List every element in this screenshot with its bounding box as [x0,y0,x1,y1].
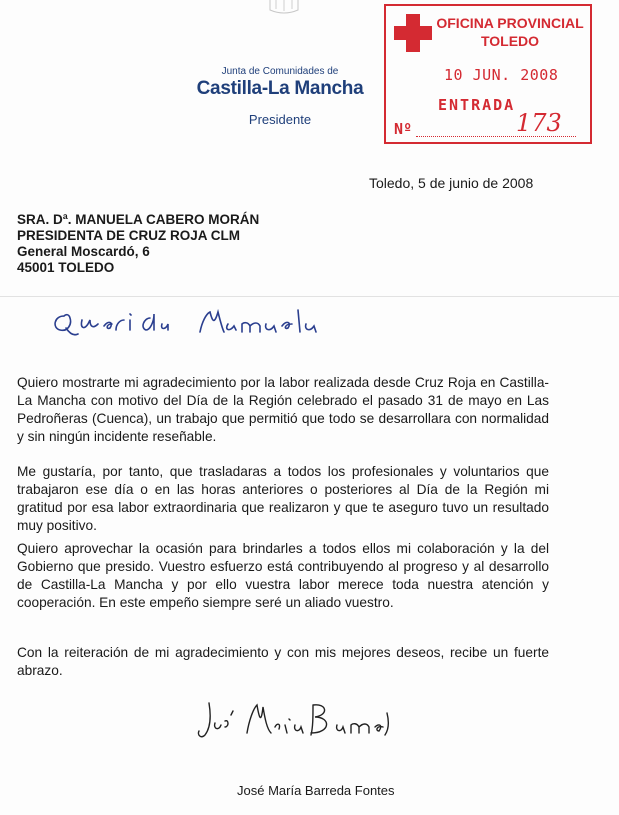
stamp-office [434,14,586,50]
handwritten-salutation [50,300,330,340]
coat-of-arms-icon [264,0,304,16]
letterhead-role: Presidente [248,112,312,127]
letterhead [190,66,370,127]
body-paragraph-3: Quiero aprovechar la ocasión para brindarles a todos ellos mi colaboración y la del Gobierno que presido. Vuestro esfuerzo está contribuyendo al progreso y al desarrollo de Castilla-La Mancha y por ello vuestra labor merece toda nuestra atención y cooperación. En este empeño siempre seré un aliado vuestro. [17,541,549,610]
recipient-address [17,212,259,276]
stamp-number-value: 173 [516,109,562,137]
stamp-entry-label: ENTRADA [438,96,516,114]
letterhead-junta: Junta de Comunidades de [221,66,339,77]
paper-fold-line [0,296,619,297]
recipient-title: PRESIDENTA DE CRUZ ROJA CLM [17,228,241,243]
body-paragraph-4: Con la reiteración de mi agradecimiento y con mis mejores deseos, recibe un fuerte abrazo. [17,645,549,678]
recipient-city: 45001 TOLEDO [17,260,115,275]
red-cross-icon [392,12,434,54]
recipient-name: SRA. Dª. MANUELA CABERO MORÁN [17,212,260,227]
stamp-number-label: Nº [394,120,413,138]
body-paragraph-2: Me gustaría, por tanto, que trasladaras a todos los profesionales y voluntarios que trabajaron ese día o en las horas anteriores o posteriores al Día de la Región mi gratitud por esa labor extraordinaria que realizaron y que te aseguro tuvo un resultado muy positivo. [17,464,549,533]
recipient-street: General Moscardó, 6 [17,244,150,259]
stamp-date: 10 JUN. 2008 [444,66,559,84]
signatory-name: José María Barreda Fontes [237,783,395,798]
stamp-office-line1: OFICINA PROVINCIAL [436,15,584,31]
stamp-office-line2: TOLEDO [480,33,540,49]
letterhead-region: Castilla-La Mancha [196,78,364,99]
entry-stamp [384,4,592,144]
body-paragraph-1: Quiero mostrarte mi agradecimiento por la labor realizada desde Cruz Roja en Castilla-La Mancha con motivo del Día de la Región celebrado el pasado 31 de mayo en Las Pedroñeras (Cuenca), un trabajo que permitió que todo se desarrollara con normalidad y sin ningún incidente reseñable. [17,375,549,444]
handwritten-signature [195,697,395,741]
letter-date: Toledo, 5 de junio de 2008 [369,175,534,191]
